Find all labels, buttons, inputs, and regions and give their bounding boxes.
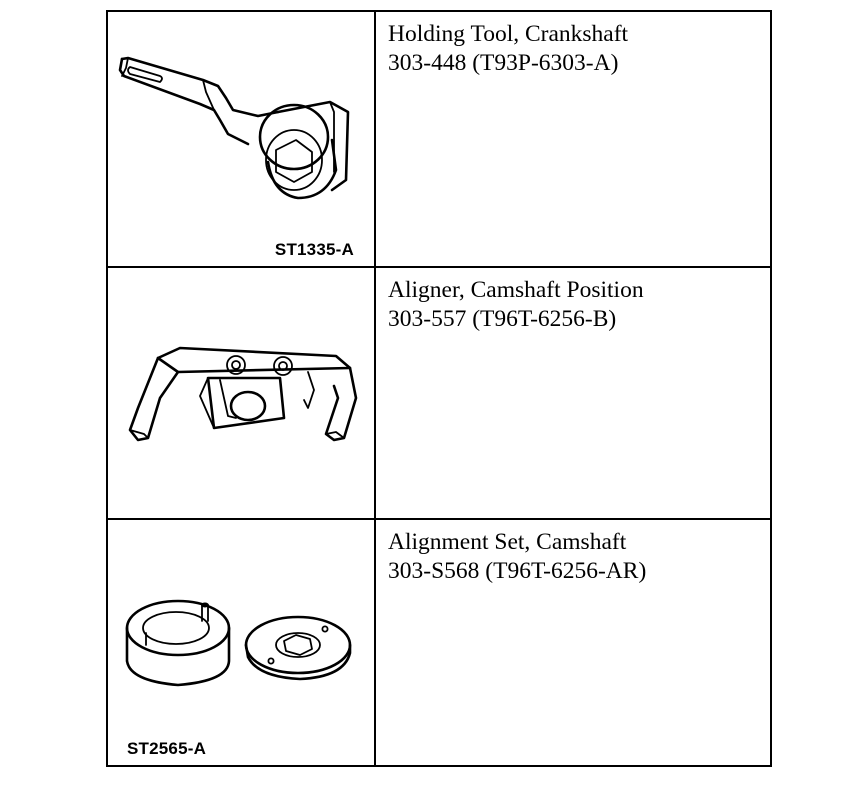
tool-illustration-cell: [108, 12, 376, 266]
tool-number: 303-448 (T93P-6303-A): [388, 50, 619, 76]
tool-name: Aligner, Camshaft Position: [388, 277, 644, 303]
tool-illustration-cell: [108, 520, 376, 767]
figure-code: ST2565-A: [127, 739, 207, 758]
tool-description-cell: [376, 12, 770, 266]
tool-description-cell: [376, 268, 770, 518]
tool-row: [108, 520, 770, 767]
crankshaft-holding-tool-icon: [108, 12, 374, 266]
figure-code: ST1335-A: [274, 240, 354, 259]
special-tools-table: [106, 10, 772, 767]
tool-number: 303-S568 (T96T-6256-AR): [388, 558, 647, 584]
tool-illustration-cell: [108, 268, 376, 518]
tool-row: [108, 268, 770, 520]
tool-number: 303-557 (T96T-6256-B): [388, 306, 617, 332]
camshaft-alignment-set-icon: [108, 520, 374, 767]
tool-row: [108, 12, 770, 268]
tool-name: Alignment Set, Camshaft: [388, 529, 627, 555]
camshaft-aligner-icon: [108, 268, 374, 518]
tool-description-cell: [376, 520, 770, 767]
tool-name: Holding Tool, Crankshaft: [388, 21, 629, 47]
